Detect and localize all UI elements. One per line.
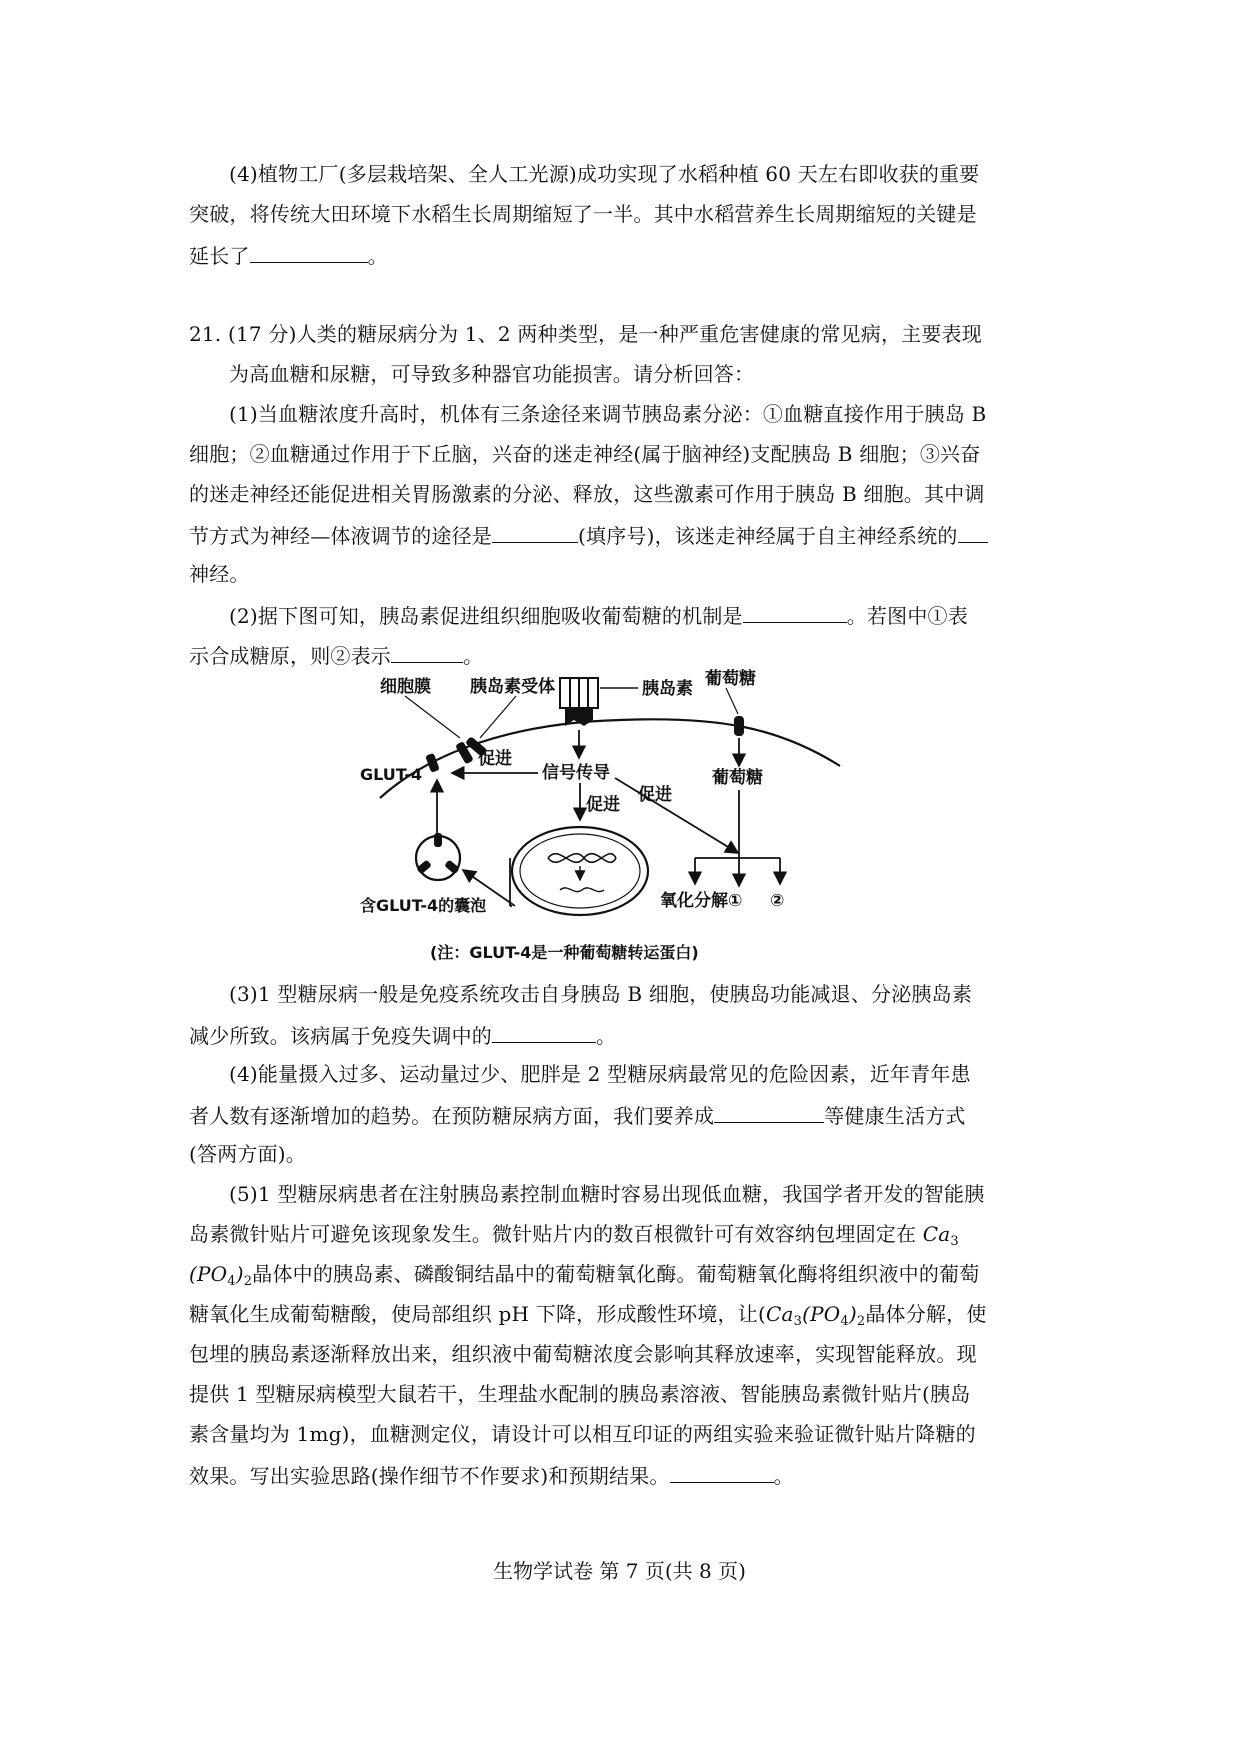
answer-blank bbox=[492, 520, 578, 543]
glut4-on-membrane-icon bbox=[425, 753, 440, 773]
q21-1-line4: 节方式为神经—体液调节的途径是 (填序号)，该迷走神经属于自主神经系统的 bbox=[189, 520, 988, 550]
label-circle2: ② bbox=[770, 891, 785, 911]
q21-intro2: 为高血糖和尿糖，可导致多种器官功能损害。请分析回答： bbox=[229, 362, 755, 386]
nucleus-icon bbox=[512, 827, 648, 915]
label-cell-membrane: 细胞膜 bbox=[380, 677, 431, 697]
label-glut4: GLUT-4 bbox=[360, 765, 423, 784]
q21-1-line2: 细胞；②血糖通过作用于下丘脑，兴奋的迷走神经(属于脑神经)支配胰岛 B 细胞；③兴奋 bbox=[189, 442, 981, 466]
glut4-vesicle-icon bbox=[416, 833, 460, 880]
answer-blank bbox=[958, 520, 988, 543]
q21-2-line1: (2)据下图可知，胰岛素促进组织细胞吸收葡萄糖的机制是 。若图中①表 bbox=[229, 600, 968, 630]
label-oxidation: 氧化分解① bbox=[660, 891, 743, 911]
label-glucose-top: 葡萄糖 bbox=[705, 669, 756, 689]
page-footer: 生物学试卷 第 7 页(共 8 页) bbox=[493, 1559, 746, 1583]
q21-5-line6: 提供 1 型糖尿病模型大鼠若干，生理盐水配制的胰岛素溶液、智能胰岛素微针贴片(胰岛 bbox=[189, 1382, 971, 1406]
insulin-mechanism-diagram bbox=[360, 658, 880, 970]
q20-4-line1: (4)植物工厂(多层栽培架、全人工光源)成功实现了水稻种植 60 天左右即收获的重要 bbox=[229, 162, 980, 186]
q21-3-line2: 减少所致。该病属于免疫失调中的 。 bbox=[189, 1020, 616, 1050]
q21-5-line4: 糖氧化生成葡萄糖酸，使局部组织 pH 下降，形成酸性环境，让($Ca_3(PO_4)_2$晶体分解，使 bbox=[189, 1302, 987, 1329]
q21-5-line3: $(PO_4)_2$晶体中的胰岛素、磷酸铜结晶中的葡萄糖氧化酶。葡萄糖氧化酶将组织液中的葡萄 bbox=[189, 1262, 980, 1289]
label-insulin: 胰岛素 bbox=[642, 679, 693, 699]
diagram-note: (注：GLUT-4是一种葡萄糖转运蛋白) bbox=[430, 943, 699, 962]
q21-3-line1: (3)1 型糖尿病一般是免疫系统攻击自身胰岛 B 细胞，使胰岛功能减退、分泌胰岛素 bbox=[229, 982, 973, 1006]
q20-4-line2: 突破，将传统大田环境下水稻生长周期缩短了一半。其中水稻营养生长周期缩短的关键是 bbox=[189, 202, 977, 226]
label-glucose-inner: 葡萄糖 bbox=[712, 768, 763, 788]
q21-1-line1: (1)当血糖浓度升高时，机体有三条途径来调节胰岛素分泌：①血糖直接作用于胰岛 B bbox=[229, 402, 987, 426]
label-promote-down: 促进 bbox=[586, 795, 620, 815]
q21-4-line1: (4)能量摄入过多、运动量过少、肥胖是 2 型糖尿病最常见的危险因素，近年青年患 bbox=[229, 1062, 971, 1086]
label-vesicle: 含GLUT-4的囊泡 bbox=[360, 896, 487, 915]
q21-5-line7: 素含量均为 1mg)，血糖测定仪，请设计可以相互印证的两组实验来验证微针贴片降糖的 bbox=[189, 1422, 976, 1446]
answer-blank bbox=[714, 1100, 824, 1123]
answer-blank bbox=[743, 600, 847, 623]
label-signal-transduction: 信号传导 bbox=[542, 763, 610, 783]
q21-4-line2: 者人数有逐渐增加的趋势。在预防糖尿病方面，我们要养成 等健康生活方式 bbox=[189, 1100, 966, 1130]
q21-5-line2: 岛素微针贴片可避免该现象发生。微针贴片内的数百根微针可有效容纳包埋固定在 $Ca_3$ bbox=[189, 1222, 959, 1249]
q21-1-line5: 神经。 bbox=[189, 562, 250, 586]
q21-5-line8: 效果。写出实验思路(操作细节不作要求)和预期结果。 。 bbox=[189, 1460, 794, 1490]
q21-4-line3: (答两方面)。 bbox=[189, 1142, 307, 1166]
label-insulin-receptor: 胰岛素受体 bbox=[470, 677, 555, 697]
glucose-channel-icon bbox=[734, 716, 744, 736]
q21-5-line1: (5)1 型糖尿病患者在注射胰岛素控制血糖时容易出现低血糖，我国学者开发的智能胰 bbox=[229, 1182, 985, 1206]
cell-membrane-curve bbox=[380, 719, 840, 798]
q21-1-line3: 的迷走神经还能促进相关胃肠激素的分泌、释放，这些激素可作用于胰岛 B 细胞。其中调 bbox=[189, 482, 985, 506]
q20-4-line3: 延长了 。 bbox=[189, 240, 388, 270]
answer-blank bbox=[250, 240, 368, 263]
q21-5-line5: 包埋的胰岛素逐渐释放出来，组织液中葡萄糖浓度会影响其释放速率，实现智能释放。现 bbox=[189, 1342, 977, 1366]
label-promote-right: 促进 bbox=[638, 785, 672, 805]
q21-intro1: 21. (17 分)人类的糖尿病分为 1、2 两种类型，是一种严重危害健康的常见病，主要表现 bbox=[189, 322, 982, 346]
q21-2-line2: 示合成糖原，则②表示 。 bbox=[189, 640, 483, 670]
label-promote-left: 促进 bbox=[478, 749, 512, 769]
answer-blank bbox=[492, 1020, 596, 1043]
answer-blank bbox=[670, 1460, 774, 1483]
